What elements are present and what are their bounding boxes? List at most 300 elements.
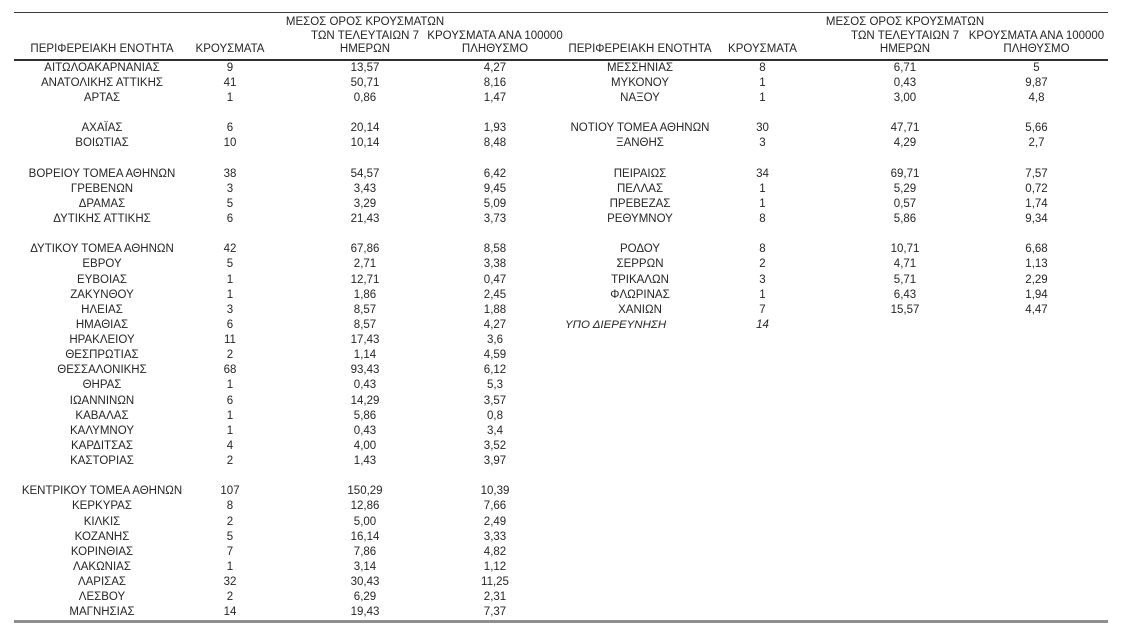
per100k-cell [965,363,1108,378]
table-row [14,530,1108,545]
cases-cell: 5 [226,197,234,210]
region-cell [560,409,720,424]
region-cell [560,575,720,590]
region-cell [560,515,720,530]
region-cell: ΡΟΔΟΥ [619,243,661,256]
col-header-region-left [14,16,190,59]
avg7-cell: 6,71 [893,61,917,74]
per100k-cell [965,545,1108,560]
table-row-spacer [14,106,1108,121]
avg7-cell: 47,71 [890,122,920,135]
col-header-avg7-right [805,16,985,59]
per100k-cell [965,560,1108,575]
per100k-cell [965,378,1108,393]
per100k-cell [965,590,1108,605]
cases-cell [720,333,805,348]
per100k-cell [965,152,1108,167]
avg7-cell: 3,14 [353,560,377,573]
avg7-cell: 6,43 [893,288,917,301]
avg7-cell: 19,43 [350,606,380,619]
avg7-cell [270,106,430,121]
per100k-cell: 2,45 [483,288,507,301]
avg7-cell: 54,57 [350,167,380,180]
cases-cell: 3 [226,303,234,316]
region-cell: ΠΕΛΛΑΣ [616,182,664,195]
table-row [14,348,1108,363]
region-cell: ΔΥΤΙΚΗΣ ΑΤΤΙΚΗΣ [53,213,151,226]
cases-cell: 4 [226,439,234,452]
region-cell: ΞΑΝΘΗΣ [616,137,664,150]
avg7-cell: 17,43 [350,334,380,347]
avg7-cell: 4,71 [893,258,917,271]
per100k-cell [965,227,1108,242]
col-header-region-left-label: ΠΕΡΙΦΕΡΕΙΑΚΗ ΕΝΟΤΗΤΑ [30,43,174,56]
avg7-cell: 10,71 [890,243,920,256]
cases-cell: 1 [226,560,234,573]
col-header-cases-left-label: ΚΡΟΥΣΜΑΤΑ [195,43,265,56]
region-cell: ΓΡΕΒΕΝΩΝ [70,182,134,195]
avg7-cell: 0,43 [353,424,377,437]
region-cell [560,348,720,363]
avg7-cell [805,484,965,499]
avg7-header-line3: ΗΜΕΡΩΝ [339,43,391,56]
avg7-cell [805,363,965,378]
cases-cell: 1 [226,92,234,105]
avg7-cell: 3,43 [353,182,377,195]
cases-cell: 2 [226,349,234,362]
col-header-per100k-left [427,16,563,59]
avg7-cell: 69,71 [890,167,920,180]
cases-cell [720,530,805,545]
cases-cell [720,378,805,393]
per100k-cell: 4,27 [483,61,507,74]
avg7-cell [805,106,965,121]
per100k-cell [965,530,1108,545]
per100k-cell: 6,42 [483,167,507,180]
col-header-region-right [560,16,720,59]
cases-cell [720,560,805,575]
avg7-cell: 12,86 [350,500,380,513]
cases-cell [720,484,805,499]
per100k-cell [965,348,1108,363]
cases-cell [720,348,805,363]
per100k-cell: 5 [1033,61,1040,74]
region-cell: ΜΕΣΣΗΝΙΑΣ [606,61,674,74]
cases-cell [190,227,270,242]
avg7-cell: 5,71 [893,273,917,286]
table-header [14,13,1108,61]
cases-cell: 7 [759,303,766,316]
region-cell: ΒΟΡΕΙΟΥ ΤΟΜΕΑ ΑΘΗΝΩΝ [28,167,176,180]
col-header-cases-right-label: ΚΡΟΥΣΜΑΤΑ [728,43,797,56]
col-header-cases-right [720,16,805,59]
cases-cell: 6 [226,213,234,226]
table-row [14,242,1108,257]
table-row-spacer [14,227,1108,242]
cases-cell: 5 [226,530,234,543]
per100k-cell: 7,66 [483,500,507,513]
region-cell: ΥΠΟ ΔΙΕΡΕΥΝΗΣΗ [565,318,667,331]
region-cell [560,106,720,121]
region-cell [14,469,190,484]
cases-cell: 68 [223,364,237,377]
cases-cell: 107 [220,485,240,498]
per100k-cell: 9,34 [1025,213,1048,226]
avg7-cell [805,318,965,333]
region-cell [560,560,720,575]
table-row [14,76,1108,91]
avg7-cell [805,152,965,167]
per100k-cell: 9,87 [1025,76,1048,89]
avg7-cell: 8,57 [353,303,377,316]
avg7-cell [270,469,430,484]
region-cell: ΝΑΞΟΥ [620,92,660,105]
cases-cell: 1 [226,409,234,422]
per100k-cell: 1,88 [483,303,507,316]
cases-cell [720,363,805,378]
avg7-cell [805,560,965,575]
avg7-cell [805,575,965,590]
table-row [14,91,1108,106]
region-cell [560,484,720,499]
cases-cell [720,515,805,530]
per100k-cell: 1,93 [483,122,507,135]
region-cell: ΣΕΡΡΩΝ [616,258,664,271]
avg7-cell: 5,86 [353,409,377,422]
avg7-cell: 5,86 [893,213,917,226]
per100k-cell: 0,8 [487,409,503,422]
avg7-cell [805,454,965,469]
cases-cell: 30 [756,122,769,135]
avg7-cell [805,409,965,424]
cases-cell: 41 [223,76,237,89]
region-cell [560,424,720,439]
region-cell [560,152,720,167]
table-row [14,61,1108,76]
cases-cell: 1 [226,379,234,392]
per100k-cell [965,106,1108,121]
table-row [14,318,1108,333]
region-cell: ΘΕΣΣΑΛΟΝΙΚΗΣ [57,364,147,377]
per100k-cell [965,424,1108,439]
cases-cell: 6 [226,394,234,407]
region-cell [560,227,720,242]
per100k-cell [430,227,560,242]
per100k-cell: 1,74 [1025,197,1048,210]
region-cell [560,530,720,545]
table-row [14,499,1108,514]
table-row [14,515,1108,530]
region-cell: ΔΡΑΜΑΣ [78,197,126,210]
per100k-cell: 10,39 [480,485,510,498]
per100k-cell: 3,52 [483,439,507,452]
avg7-cell [805,439,965,454]
cases-cell [720,575,805,590]
avg7-cell [805,499,965,514]
avg7-cell: 1,14 [353,349,377,362]
region-cell [14,152,190,167]
region-cell: ΚΑΛΥΜΝΟΥ [70,424,134,437]
cases-cell: 1 [759,288,766,301]
region-cell: ΘΗΡΑΣ [82,379,122,392]
avg7-cell [270,227,430,242]
region-cell [560,439,720,454]
cases-cell: 5 [226,258,234,271]
region-cell [560,469,720,484]
cases-cell: 3 [759,273,766,286]
table-row [14,197,1108,212]
cases-cell: 14 [756,318,769,331]
region-cell [14,227,190,242]
per100k-cell: 1,47 [483,92,507,105]
avg7-cell: 12,71 [350,273,380,286]
table-row [14,439,1108,454]
region-cell [560,363,720,378]
avg7-header-line1: ΜΕΣΟΣ ΟΡΟΣ ΚΡΟΥΣΜΑΤΩΝ [825,16,985,28]
avg7-header-line2: ΤΩΝ ΤΕΛΕΥΤΑΙΩΝ 7 [311,29,419,42]
region-cell: ΗΛΕΙΑΣ [81,303,123,316]
per100k-cell [965,439,1108,454]
cases-cell: 2 [226,591,234,604]
region-cell [560,605,720,620]
region-cell: ΠΕΙΡΑΙΩΣ [613,167,667,180]
cases-cell: 14 [223,606,237,619]
cases-cell [190,106,270,121]
per100k-cell: 8,16 [483,76,507,89]
regional-cases-table [14,12,1108,623]
avg7-cell: 6,29 [353,591,377,604]
cases-cell: 2 [226,455,234,468]
col-header-avg7-left [270,16,445,59]
table-row [14,409,1108,424]
region-cell: ΛΑΚΩΝΙΑΣ [73,560,131,573]
region-cell [560,333,720,348]
avg7-cell: 0,86 [353,92,377,105]
avg7-cell [805,469,965,484]
region-cell: ΤΡΙΚΑΛΩΝ [611,273,669,286]
cases-cell [720,545,805,560]
region-cell: ΚΑΒΑΛΑΣ [75,409,129,422]
cases-cell [720,409,805,424]
per100k-cell: 3,57 [483,394,507,407]
region-cell: ΕΥΒΟΙΑΣ [77,273,127,286]
cases-cell [720,394,805,409]
per100k-cell: 3,6 [487,334,503,347]
avg7-cell: 50,71 [350,76,380,89]
avg7-cell: 30,43 [350,576,380,589]
per100k-cell: 1,94 [1025,288,1048,301]
per100k-cell: 8,48 [483,137,507,150]
cases-cell: 8 [759,213,766,226]
cases-cell [720,590,805,605]
avg7-cell: 21,43 [350,213,380,226]
cases-cell [720,106,805,121]
cases-cell: 7 [226,545,234,558]
avg7-header-line3: ΗΜΕΡΩΝ [879,43,931,56]
per100k-cell: 7,37 [483,606,507,619]
per100k-cell: 3,4 [487,424,503,437]
cases-cell: 2 [759,258,766,271]
per100k-cell: 11,25 [481,576,509,589]
per100k-cell [430,152,560,167]
region-cell: ΜΑΓΝΗΣΙΑΣ [69,606,135,619]
cases-cell: 1 [759,92,766,105]
cases-cell: 1 [226,424,234,437]
per100k-header-line1: ΚΡΟΥΣΜΑΤΑ ΑΝΑ 100000 [427,29,563,42]
per100k-header-line1: ΚΡΟΥΣΜΑΤΑ ΑΝΑ 100000 [968,29,1105,42]
avg7-cell: 8,57 [353,318,377,331]
cases-cell [720,439,805,454]
per100k-cell: 2,49 [483,515,507,528]
per100k-cell: 3,73 [483,213,507,226]
avg7-cell: 1,43 [353,455,377,468]
per100k-cell: 3,38 [483,258,507,271]
table-row [14,454,1108,469]
region-cell: ΙΩΑΝΝΙΝΩΝ [69,394,135,407]
region-cell: ΒΟΙΩΤΙΑΣ [75,137,129,150]
per100k-cell: 1,13 [1025,258,1048,271]
per100k-cell [965,394,1108,409]
cases-cell [720,605,805,620]
avg7-cell: 5,00 [353,515,377,528]
table-row [14,121,1108,136]
cases-cell [720,499,805,514]
region-cell: ΑΧΑΪΑΣ [81,122,123,135]
cases-cell: 42 [223,243,237,256]
cases-cell: 9 [226,61,234,74]
per100k-cell: 2,29 [1025,273,1048,286]
table-row [14,605,1108,620]
cases-cell: 34 [756,167,769,180]
avg7-cell: 150,29 [347,485,383,498]
per100k-cell: 2,31 [483,591,507,604]
cases-cell: 2 [226,515,234,528]
per100k-cell: 4,47 [1025,303,1048,316]
cases-cell: 3 [226,182,234,195]
avg7-cell [805,333,965,348]
cases-cell: 3 [759,137,766,150]
region-cell: ΛΕΣΒΟΥ [78,591,126,604]
per100k-cell [430,469,560,484]
region-cell [560,454,720,469]
cases-cell [720,227,805,242]
avg7-cell [805,515,965,530]
col-header-per100k-right [965,16,1108,59]
avg7-cell: 4,00 [353,439,377,452]
region-cell: ΦΛΩΡΙΝΑΣ [610,288,670,301]
cases-cell [190,469,270,484]
avg7-cell: 10,14 [350,137,380,150]
per100k-cell: 2,7 [1028,137,1045,150]
region-cell: ΑΡΤΑΣ [83,92,121,105]
cases-cell [720,424,805,439]
avg7-cell: 67,86 [350,243,380,256]
cases-cell: 6 [226,122,234,135]
avg7-cell: 2,71 [353,258,377,271]
region-cell: ΑΝΑΤΟΛΙΚΗΣ ΑΤΤΙΚΗΣ [40,76,163,89]
per100k-cell [965,605,1108,620]
cases-cell: 6 [226,318,234,331]
per100k-cell: 4,59 [483,349,507,362]
avg7-cell: 15,57 [890,303,920,316]
table-row [14,484,1108,499]
per100k-header-line2: ΠΛΗΘΥΣΜΟ [461,43,529,56]
table-row [14,363,1108,378]
avg7-cell [805,348,965,363]
region-cell [560,378,720,393]
avg7-cell: 4,29 [893,137,917,150]
cases-cell: 8 [226,500,234,513]
per100k-cell: 5,3 [487,379,503,392]
region-cell: ΧΑΝΙΩΝ [618,303,662,316]
table-row [14,288,1108,303]
per100k-cell [965,333,1108,348]
avg7-cell: 3,00 [893,92,917,105]
per100k-cell: 6,12 [483,364,507,377]
per100k-cell: 5,09 [483,197,507,210]
region-cell [560,590,720,605]
avg7-cell [805,605,965,620]
avg7-cell: 0,57 [893,197,917,210]
region-cell: ΜΥΚΟΝΟΥ [610,76,670,89]
region-cell: ΑΙΤΩΛΟΑΚΑΡΝΑΝΙΑΣ [44,61,160,74]
cases-cell: 8 [759,243,766,256]
cases-cell: 8 [759,61,766,74]
cases-cell: 1 [759,182,766,195]
avg7-cell: 93,43 [350,364,380,377]
region-cell: ΗΜΑΘΙΑΣ [75,318,129,331]
per100k-cell [965,484,1108,499]
region-cell: ΚΟΡΙΝΘΙΑΣ [70,545,134,558]
cases-cell: 1 [759,76,766,89]
cases-cell [720,152,805,167]
table-row [14,212,1108,227]
per100k-cell: 4,27 [483,318,507,331]
region-cell: ΖΑΚΥΝΘΟΥ [70,288,134,301]
avg7-cell [805,424,965,439]
avg7-cell [805,378,965,393]
avg7-cell [805,530,965,545]
cases-cell: 11 [224,334,236,347]
cases-cell: 1 [759,197,766,210]
table-row [14,303,1108,318]
table-row [14,333,1108,348]
per100k-header-line2: ΠΛΗΘΥΣΜΟ [1003,43,1070,56]
avg7-cell [270,152,430,167]
cases-cell: 1 [226,288,234,301]
per100k-cell [965,409,1108,424]
avg7-header-line2: ΤΩΝ ΤΕΛΕΥΤΑΙΩΝ 7 [851,29,959,42]
table-row [14,424,1108,439]
avg7-header-line1: ΜΕΣΟΣ ΟΡΟΣ ΚΡΟΥΣΜΑΤΩΝ [285,16,445,28]
avg7-cell: 5,29 [893,182,917,195]
avg7-cell: 13,57 [350,61,380,74]
region-cell [560,545,720,560]
region-cell: ΚΟΖΑΝΗΣ [74,530,130,543]
region-cell: ΚΙΛΚΙΣ [83,515,121,528]
table-row [14,182,1108,197]
table-body [14,61,1108,624]
per100k-cell: 8,58 [483,243,507,256]
table-row [14,545,1108,560]
cases-cell: 10 [223,137,237,150]
cases-cell [720,454,805,469]
region-cell: ΚΑΡΔΙΤΣΑΣ [71,439,133,452]
table-row-spacer [14,152,1108,167]
avg7-cell [805,394,965,409]
region-cell [14,106,190,121]
region-cell: ΚΕΝΤΡΙΚΟΥ ΤΟΜΕΑ ΑΘΗΝΩΝ [21,485,183,498]
